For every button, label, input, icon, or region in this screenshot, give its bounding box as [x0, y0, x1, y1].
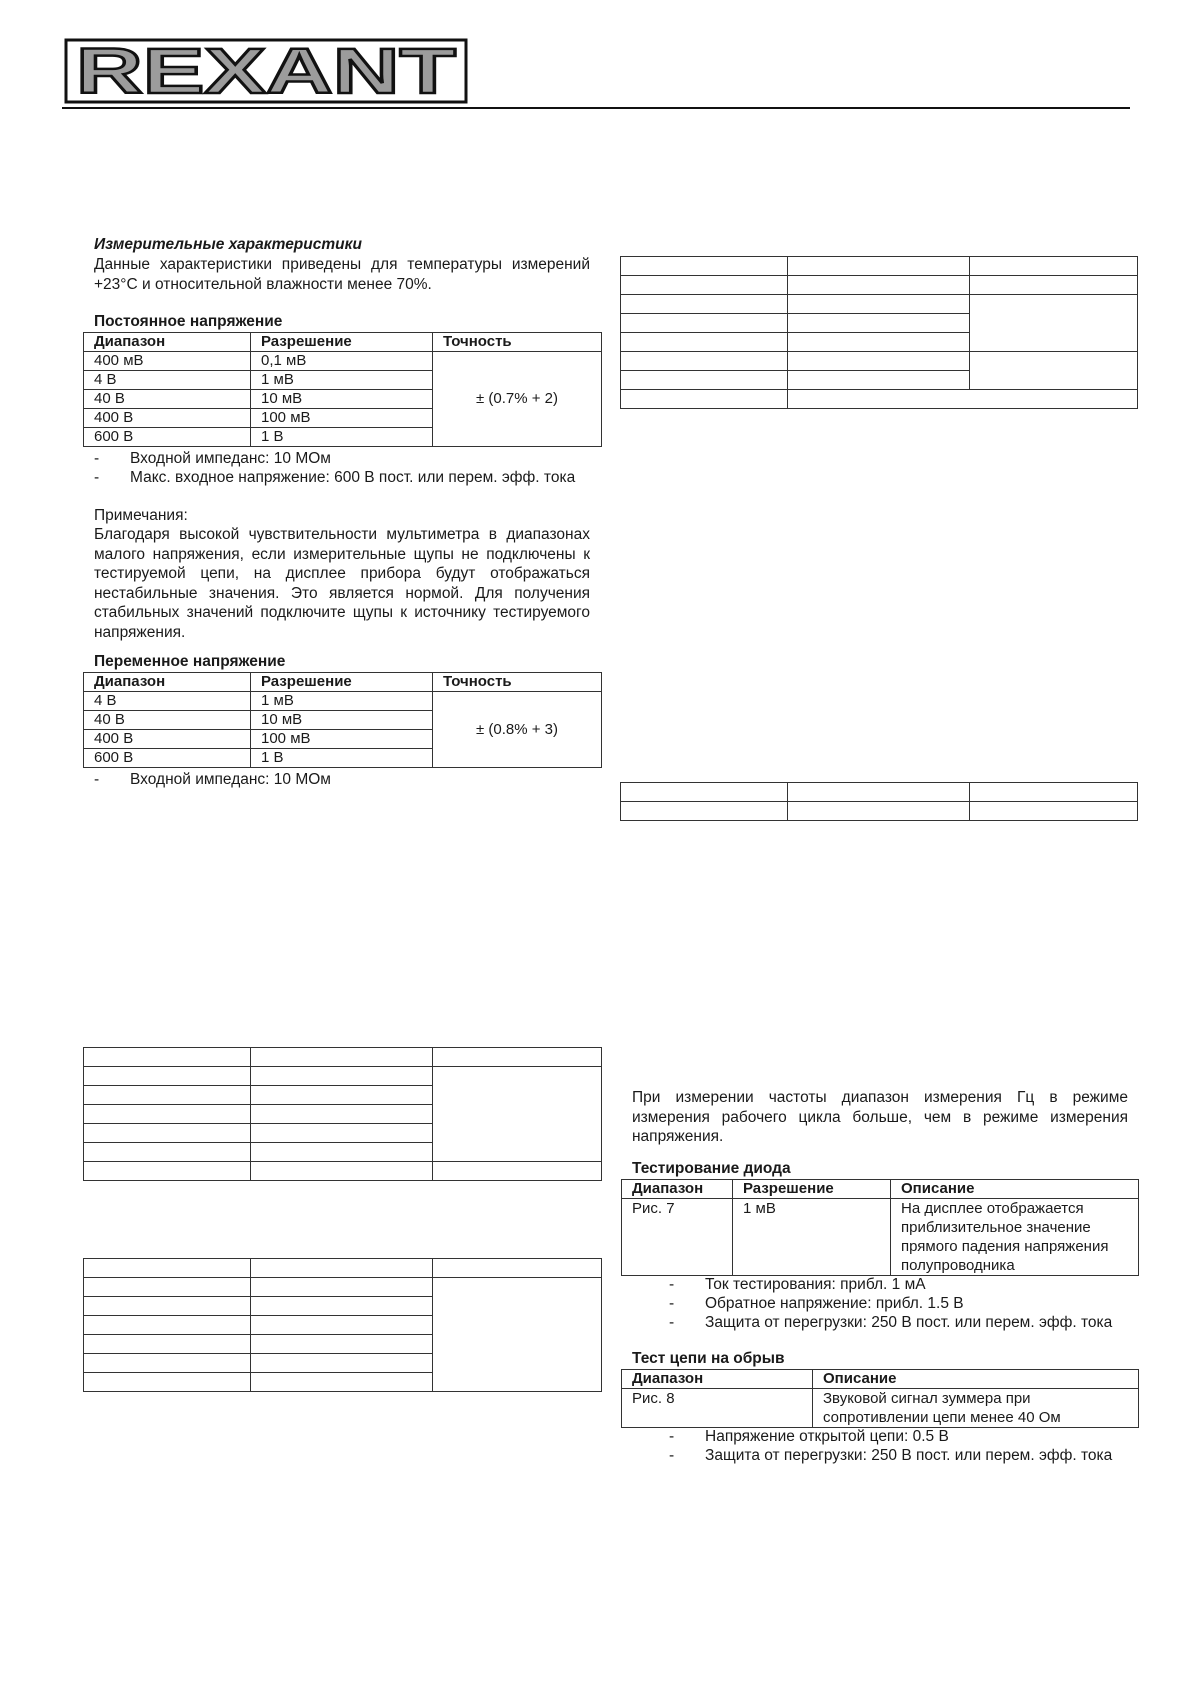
header-accuracy: Точность: [433, 333, 602, 352]
accuracy-cell: ± (0.7% + 2): [433, 352, 602, 447]
header-resolution: Разрешение: [251, 333, 433, 352]
empty-table: [620, 782, 1138, 821]
header-rule: [62, 107, 1130, 109]
table-cell: 400 мВ: [84, 352, 251, 371]
table-cell: 40 В: [84, 711, 251, 730]
rexant-logo: [64, 38, 468, 104]
header-resolution: Разрешение: [251, 673, 433, 692]
table-cell: 1 В: [251, 749, 433, 768]
dc-bullets: [94, 449, 590, 487]
list-item: - Макс. входное напряжение: 600 В пост. или перем. эфф. тока: [94, 469, 576, 486]
list-item: - Ток тестирования: прибл. 1 мА: [669, 1276, 926, 1293]
list-item: - Входной импеданс: 10 МОм: [94, 771, 331, 788]
empty-table: [620, 256, 1138, 409]
empty-table: [83, 1258, 602, 1392]
continuity-test-title: Тест цепи на обрыв: [632, 1350, 785, 1367]
ac-voltage-table: [83, 672, 602, 768]
list-item: - Защита от перегрузки: 250 В пост. или перем. эфф. тока: [669, 1447, 1113, 1464]
continuity-bullets: [669, 1427, 1129, 1465]
svg-text:REXANT: REXANT: [76, 38, 456, 104]
table-cell: 1 мВ: [733, 1199, 891, 1276]
table-cell: 10 мВ: [251, 390, 433, 409]
continuity-test-table: [621, 1369, 1139, 1428]
list-item: - Входной импеданс: 10 МОм: [94, 450, 331, 467]
table-cell: 100 мВ: [251, 730, 433, 749]
table-cell: 100 мВ: [251, 409, 433, 428]
header-accuracy: Точность: [433, 673, 602, 692]
table-cell: 0,1 мВ: [251, 352, 433, 371]
table-cell: На дисплее отображается приблизительное значение прямого падения напряжения полупроводника: [891, 1199, 1139, 1276]
header-range: Диапазон: [84, 333, 251, 352]
list-item: - Защита от перегрузки: 250 В пост. или перем. эфф. тока: [669, 1314, 1113, 1331]
table-cell: 400 В: [84, 730, 251, 749]
section-title: Измерительные характеристики: [94, 236, 362, 253]
table-cell: 10 мВ: [251, 711, 433, 730]
table-cell: 600 В: [84, 428, 251, 447]
table-cell: Рис. 7: [622, 1199, 733, 1276]
diode-test-table: [621, 1179, 1139, 1276]
frequency-note: При измерении частоты диапазон измерения Гц в режиме измерения рабочего цикла больше, чем в режиме измерения напряжения.: [632, 1089, 1128, 1145]
header-description: Описание: [813, 1370, 1139, 1389]
accuracy-cell: ± (0.8% + 3): [433, 692, 602, 768]
dc-voltage-title: Постоянное напряжение: [94, 313, 283, 330]
diode-test-title: Тестирование диода: [632, 1160, 791, 1177]
intro-text: Данные характеристики приведены для температуры измерений +23°C и относительной влажности менее 70%.: [94, 256, 590, 293]
table-cell: Звуковой сигнал зуммера при сопротивлении цепи менее 40 Ом: [813, 1389, 1139, 1428]
empty-table: [83, 1047, 602, 1181]
ac-voltage-title: Переменное напряжение: [94, 653, 286, 670]
header-description: Описание: [891, 1180, 1139, 1199]
table-cell: 1 мВ: [251, 692, 433, 711]
table-cell: 400 В: [84, 409, 251, 428]
table-cell: 1 В: [251, 428, 433, 447]
list-item: - Обратное напряжение: прибл. 1.5 В: [669, 1295, 964, 1312]
diode-bullets: [669, 1275, 1129, 1332]
dc-voltage-table: [83, 332, 602, 447]
ac-bullets: [94, 770, 590, 789]
table-cell: 4 В: [84, 371, 251, 390]
header-range: Диапазон: [622, 1370, 813, 1389]
header-resolution: Разрешение: [733, 1180, 891, 1199]
list-item: - Напряжение открытой цепи: 0.5 В: [669, 1428, 949, 1445]
table-cell: 4 В: [84, 692, 251, 711]
table-cell: 1 мВ: [251, 371, 433, 390]
table-cell: 40 В: [84, 390, 251, 409]
header-range: Диапазон: [84, 673, 251, 692]
table-cell: Рис. 8: [622, 1389, 813, 1428]
table-cell: 600 В: [84, 749, 251, 768]
notes-text: Благодаря высокой чувствительности мультиметра в диапазонах малого напряжения, если измерительные щупы не подключены к тестируемой цепи, на дисплее прибора будут отображаться нестабильные значения. Это является нормой. Для получения стабильных значений подключите щупы к источнику тестируемого напряжения.: [94, 526, 590, 641]
notes-title: Примечания:: [94, 507, 188, 524]
header-range: Диапазон: [622, 1180, 733, 1199]
